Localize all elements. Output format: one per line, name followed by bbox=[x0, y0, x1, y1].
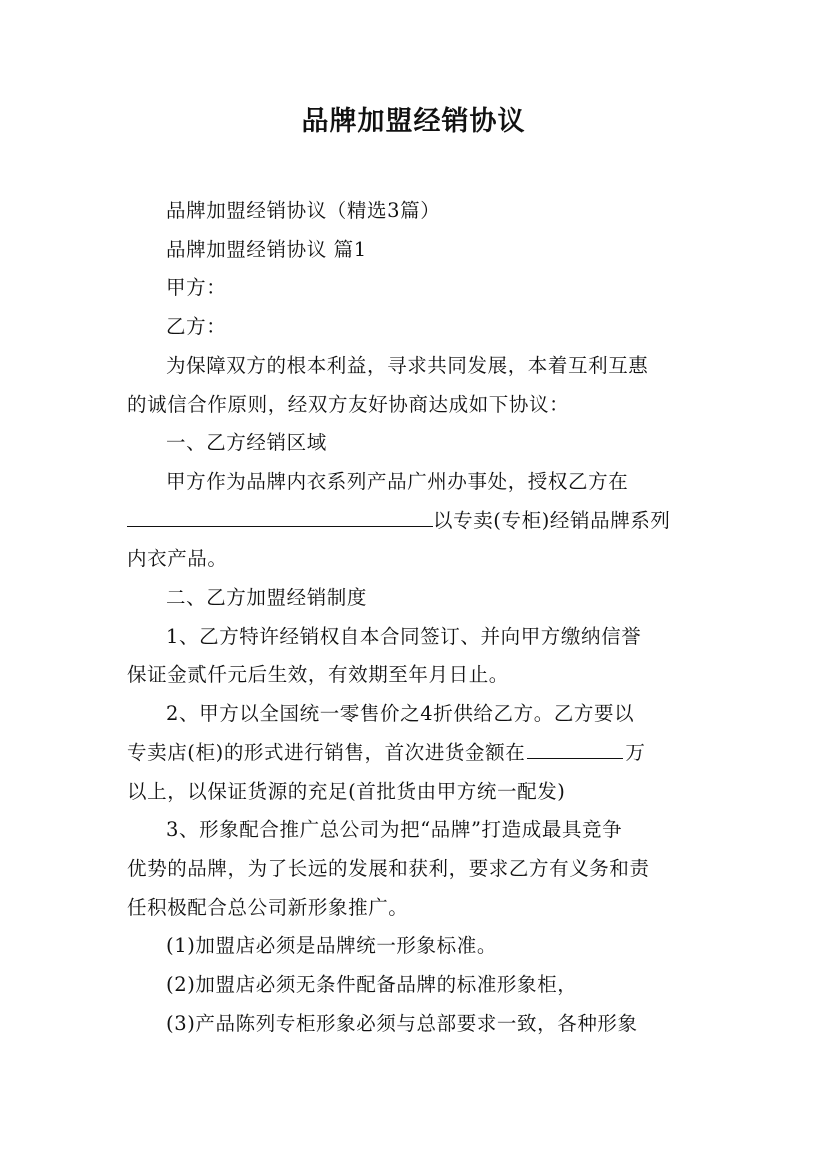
section-1-line-3: 内衣产品。 bbox=[127, 547, 228, 571]
section-1-paragraph bbox=[127, 463, 701, 579]
section-2-heading: 二、乙方加盟经销制度 bbox=[166, 586, 368, 610]
section-1-line-2-text: 以专卖(专柜)经销品牌系列 bbox=[433, 508, 671, 532]
document-body bbox=[127, 192, 701, 1043]
party-b-line: 乙方： bbox=[166, 315, 227, 339]
item-1-paragraph bbox=[127, 618, 701, 695]
section-1-line-1: 甲方作为品牌内衣系列产品广州办事处，授权乙方在 bbox=[166, 469, 629, 493]
item-2-line-1: 2、甲方以全国统一零售价之4折供给乙方。乙方要以 bbox=[166, 702, 635, 726]
party-a-line: 甲方： bbox=[166, 276, 227, 300]
sub-item-2: (2)加盟店必须无条件配备品牌的标准形象柜， bbox=[166, 973, 578, 997]
item-2-line-3: 以上，以保证货源的充足(首批货由甲方统一配发) bbox=[127, 779, 566, 803]
intro-line-1: 为保障双方的根本利益，寻求共同发展，本着互利互惠 bbox=[166, 353, 649, 377]
region-blank bbox=[127, 505, 433, 526]
item-3-line-1: 3、形象配合推广总公司为把“品牌”打造成最具竞争 bbox=[166, 818, 623, 842]
section-1-line-2 bbox=[127, 502, 701, 541]
item-2-paragraph bbox=[127, 695, 701, 811]
item-1-line-2: 保证金贰仟元后生效，有效期至年月日止。 bbox=[127, 663, 509, 687]
heading-main: 品牌加盟经销协议（精选3篇） bbox=[166, 199, 441, 222]
item-3-line-3: 任积极配合总公司新形象推广。 bbox=[127, 895, 409, 919]
intro-paragraph bbox=[127, 347, 701, 424]
item-2-line-2-text: 专卖店(柜)的形式进行销售，首次进货金额在 bbox=[127, 740, 526, 764]
item-1-line-1: 1、乙方特许经销权自本合同签订、并向甲方缴纳信誉 bbox=[166, 624, 642, 648]
item-3-line-2: 优势的品牌，为了长远的发展和获利，要求乙方有义务和责 bbox=[127, 856, 650, 880]
document-title: 品牌加盟经销协议 bbox=[301, 106, 526, 137]
item-2-line-2 bbox=[127, 734, 701, 773]
heading-part: 品牌加盟经销协议 篇1 bbox=[166, 237, 367, 261]
sub-item-3: (3)产品陈列专柜形象必须与总部要求一致，各种形象 bbox=[166, 1011, 638, 1035]
sub-item-1: (1)加盟店必须是品牌统一形象标准。 bbox=[166, 934, 497, 958]
section-1-heading: 一、乙方经销区域 bbox=[166, 431, 327, 455]
item-2-line-2-unit: 万 bbox=[625, 740, 646, 764]
item-3-paragraph bbox=[127, 811, 701, 927]
amount-blank bbox=[527, 737, 623, 758]
intro-line-2: 的诚信合作原则，经双方友好协商达成如下协议： bbox=[127, 392, 570, 416]
